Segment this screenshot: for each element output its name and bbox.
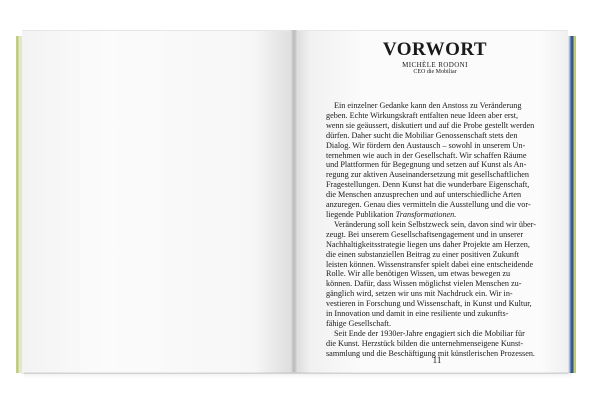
body-line (326, 121, 544, 131)
left-page (22, 30, 294, 374)
body-line-text: gänglich wird, setzen wir uns mit Nachdruck ein. Wir in- (326, 289, 513, 299)
body-line-text: anzuregen. Genau dies vermitteln die Ausstellung und die vor- (326, 200, 531, 210)
body-line (326, 279, 544, 289)
body-line-text: wenn sie geäussert, diskutiert und auf die Probe gestellt werden (326, 120, 535, 130)
body-line (326, 230, 544, 240)
body-line-text: liegende Publikation (326, 209, 396, 219)
body-line-text: Dialog. Wir fördern den Austausch – sowohl in unserem Un- (326, 140, 526, 150)
body-line (326, 309, 544, 319)
body-line-text: Veränderung soll kein Selbstzweck sein, davon sind wir über- (334, 219, 536, 229)
page-number: 11 (432, 355, 442, 365)
body-text (326, 101, 544, 359)
body-line (326, 269, 544, 279)
body-line-text: und Plattformen für Begegnung und setzen auf Kunst als An- (326, 160, 527, 170)
publication-title: Transformationen. (395, 209, 457, 219)
body-line (326, 160, 544, 170)
body-line (326, 240, 544, 250)
body-line (326, 141, 544, 151)
body-line (326, 260, 544, 270)
body-line (326, 190, 544, 200)
body-line (326, 131, 544, 141)
body-line (326, 111, 544, 121)
body-line (326, 250, 544, 260)
body-line-text: Seit Ende der 1930er-Jahre engagiert sich die Mobiliar für (334, 328, 525, 338)
page-title: VORWORT (382, 39, 488, 60)
body-line-text: die Kunst. Herzstück bilden die unternehmenseigene Kunst- (326, 338, 524, 348)
body-line-text: die einen substanziellen Beitrag zu einer positiven Zukunft (326, 249, 520, 259)
body-line-text: fähige Gesellschaft. (326, 318, 392, 328)
body-line-text: dürfen. Daher sucht die Mobiliar Genossenschaft stets den (326, 130, 518, 140)
body-line (326, 289, 544, 299)
right-page-text (326, 40, 544, 359)
body-line (326, 299, 544, 309)
body-line (326, 329, 544, 339)
body-line-text: sammlung und die Beschäftigung mit künstlerischen Prozessen. (326, 348, 535, 358)
book-shadow (24, 372, 572, 378)
body-line-text: Fragestellungen. Denn Kunst hat die wunderbare Eigenschaft, (326, 180, 530, 190)
body-line (326, 170, 544, 180)
body-line-text: Nachhaltigkeitsstrategie liegen uns daher Projekte am Herzen, (326, 239, 530, 249)
body-line-text: regung zur aktiven Auseinandersetzung mit gesellschaftlichen (326, 170, 530, 180)
body-line-text: können. Dafür, dass Wissen möglichst vielen Menschen zu- (326, 279, 522, 289)
body-line (326, 319, 544, 329)
body-line (326, 220, 544, 230)
body-line (326, 180, 544, 190)
author-name: MICHÈLE RODONI (402, 61, 468, 69)
body-line (326, 101, 544, 111)
body-line (326, 210, 544, 220)
body-line-text: vestieren in Forschung und Wissenschaft, in Kunst und Kultur, (326, 299, 532, 309)
body-line (326, 151, 544, 161)
body-line-text: zeugt. Bei unserem Gesellschaftsengagement und in unserer (326, 229, 524, 239)
book-gutter (290, 30, 298, 372)
body-line-text: in Innovation und damit in eine resiliente und zukunfts- (326, 309, 509, 319)
body-line-text: Ein einzelner Gedanke kann den Anstoss zu Veränderung (334, 101, 522, 110)
body-line-text: Rolle. Wir alle benötigen Wissen, um etwas bewegen zu (326, 269, 511, 279)
body-line (326, 200, 544, 210)
body-line-text: die Menschen anzusprechen und auf unterschiedliche Arten (326, 190, 522, 200)
author-role: CEO die Mobiliar (413, 69, 457, 75)
body-line (326, 339, 544, 349)
body-line-text: leisten können. Wissenstransfer spielt dabei eine entscheidende (326, 259, 534, 269)
body-line-text: ternehmen wie auch in der Gesellschaft. Wir schaffen Räume (326, 150, 527, 160)
body-line-text: geben. Echte Wirkungskraft entfalten neue Ideen aber erst, (326, 110, 519, 120)
